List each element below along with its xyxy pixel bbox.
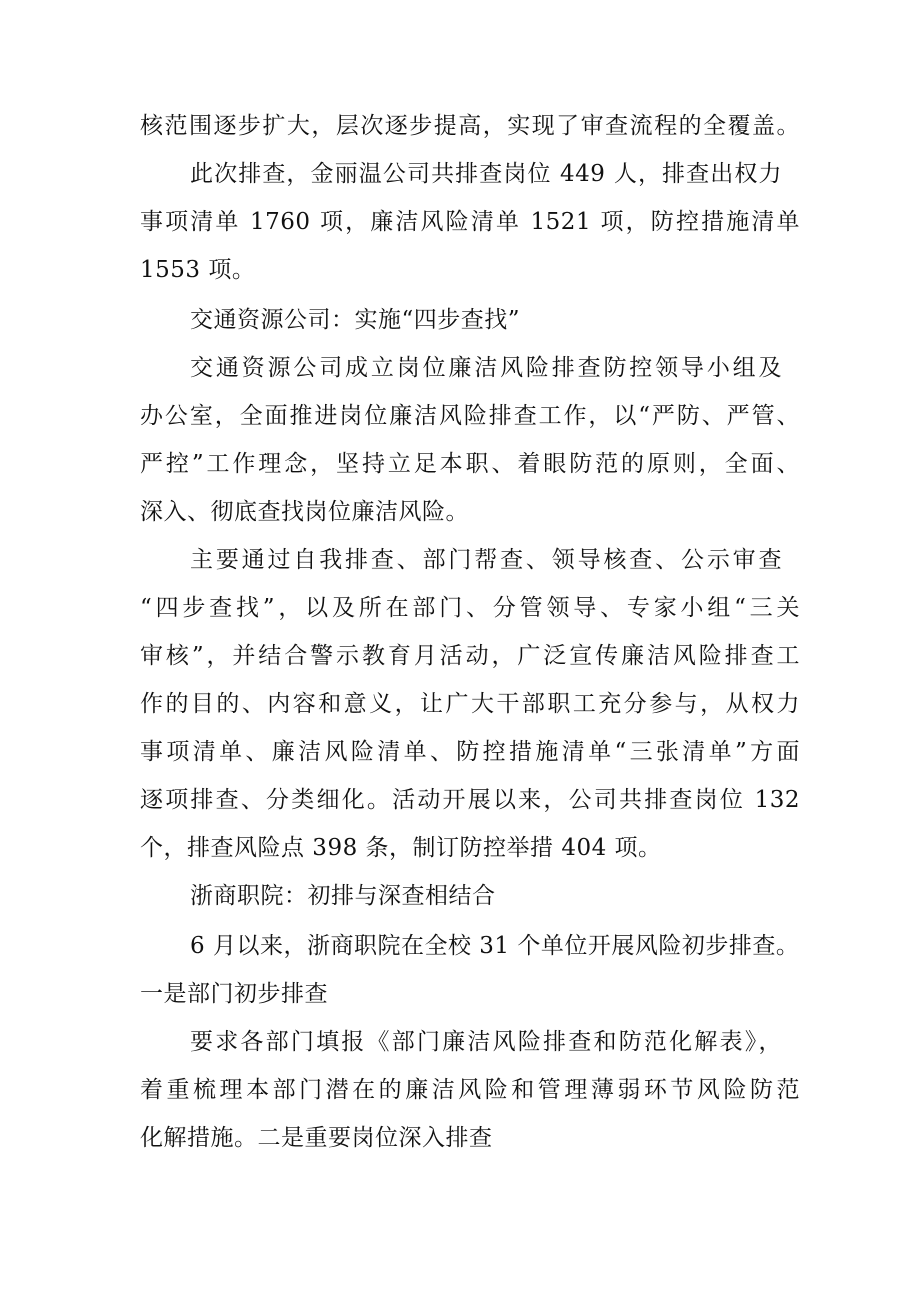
section-heading: 浙商职院：初排与深查相结合 (190, 883, 496, 909)
paragraph-end-line: 1553 项。 (140, 257, 256, 283)
paragraph-end-line: 个，排查风险点 398 条，制订防控举措 404 项。 (140, 835, 662, 861)
paragraph-end-line: 一是部门初步排查 (140, 981, 328, 1007)
section-heading: 交通资源公司：实施“四步查找” (190, 307, 521, 333)
text-line: 核范围逐步扩大，层次逐步提高，实现了审查流程的全覆盖。 (140, 113, 800, 139)
paragraph-start-line: 6 月以来，浙商职院在全校 31 个单位开展风险初步排查。 (190, 933, 800, 959)
text-line: 着重梳理本部门潜在的廉洁风险和管理薄弱环节风险防范 (140, 1077, 800, 1103)
paragraph-start-line: 要求各部门填报《部门廉洁风险排查和防范化解表》， (190, 1029, 782, 1055)
paragraph-start-line: 主要通过自我排查、部门帮查、领导核查、公示审查 (190, 547, 782, 573)
text-line: 办公室，全面推进岗位廉洁风险排查工作，以“严防、严管、 (140, 403, 800, 429)
paragraph-start-line: 此次排查，金丽温公司共排查岗位 449 人，排查出权力 (190, 161, 782, 187)
paragraph-end-line: 深入、彻底查找岗位廉洁风险。 (140, 499, 469, 525)
text-line: 严控”工作理念，坚持立足本职、着眼防范的原则，全面、 (140, 451, 800, 477)
paragraph-end-line: 化解措施。二是重要岗位深入排查 (140, 1125, 493, 1151)
text-line: 逐项排查、分类细化。活动开展以来，公司共排查岗位 132 (140, 787, 800, 813)
text-line: 审核”，并结合警示教育月活动，广泛宣传廉洁风险排查工 (140, 643, 800, 669)
text-line: “四步查找”，以及所在部门、分管领导、专家小组“三关 (140, 595, 800, 621)
text-line: 事项清单、廉洁风险清单、防控措施清单“三张清单”方面 (140, 739, 800, 765)
text-line: 作的目的、内容和意义，让广大干部职工充分参与，从权力 (140, 691, 800, 717)
paragraph-start-line: 交通资源公司成立岗位廉洁风险排查防控领导小组及 (190, 355, 782, 381)
text-line: 事项清单 1760 项，廉洁风险清单 1521 项，防控措施清单 (140, 209, 800, 235)
